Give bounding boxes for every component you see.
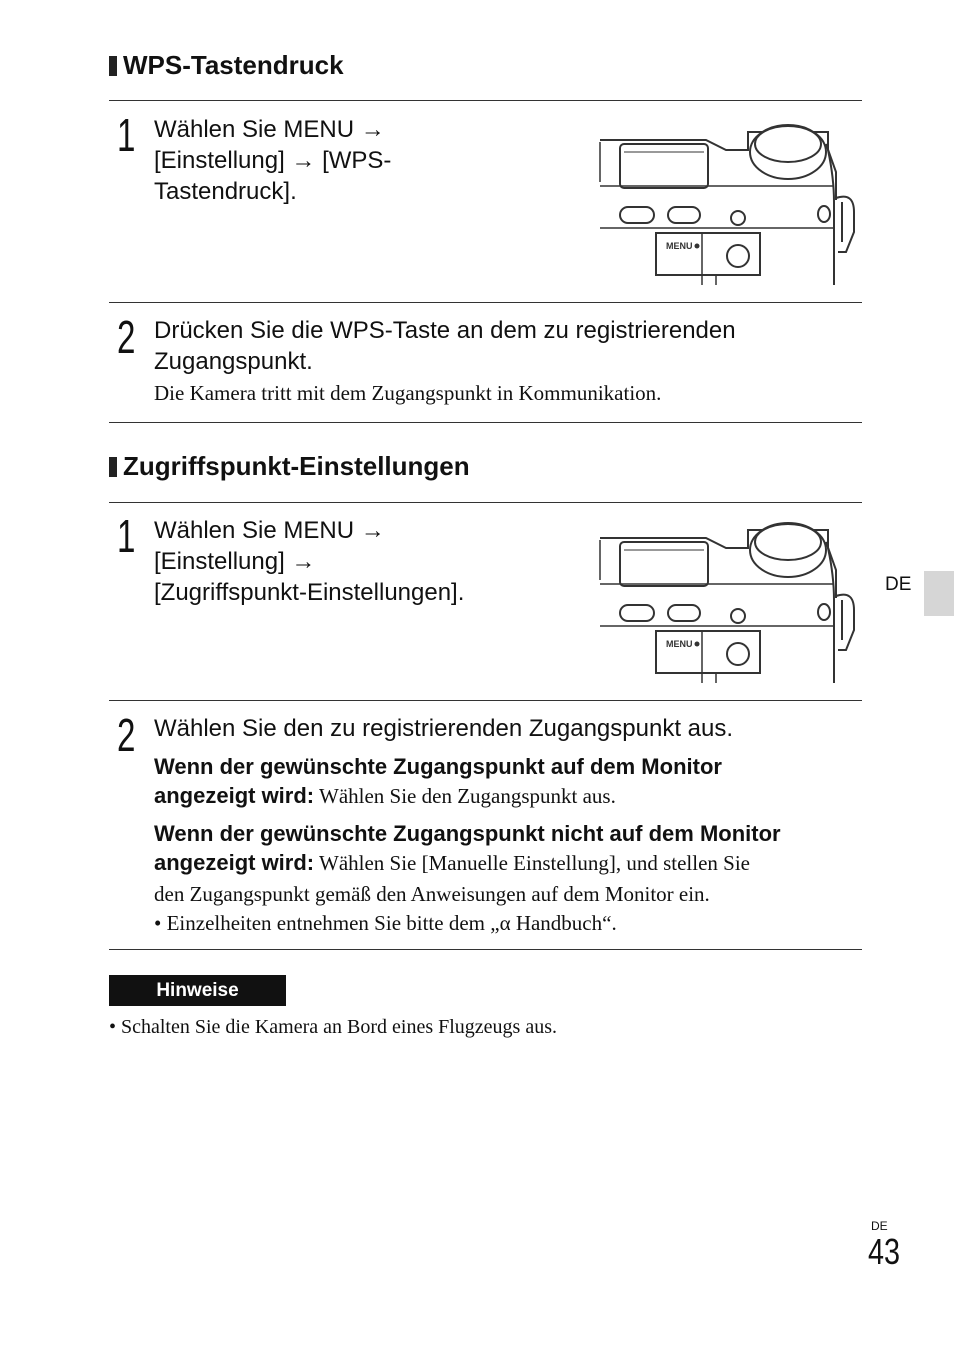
- step-instruction: Drücken Sie die WPS-Taste an dem zu registrierenden Zugangspunkt.: [154, 317, 736, 375]
- step-instruction: Wählen Sie MENU → [Einstellung] → [Zugriffspunkt-Einstellungen].: [154, 517, 465, 606]
- svg-text:MENU: MENU: [666, 639, 693, 649]
- bullet-item: • Einzelheiten entnehmen Sie bitte dem „α Handbuch“.: [154, 911, 617, 935]
- section-heading-access-point: [109, 451, 470, 482]
- divider: [109, 100, 862, 101]
- section-title: WPS-Tastendruck: [123, 50, 344, 80]
- step-note: Die Kamera tritt mit dem Zugangspunkt in Kommunikation.: [154, 381, 662, 405]
- divider: [109, 502, 862, 503]
- divider: [109, 949, 862, 950]
- step-number: 1: [117, 109, 136, 161]
- section-title: Zugriffspunkt-Einstellungen: [123, 451, 470, 481]
- divider: [109, 422, 862, 423]
- divider: [109, 700, 862, 701]
- camera-menu-illustration: [598, 122, 860, 285]
- step-number: 2: [117, 709, 136, 761]
- divider: [109, 302, 862, 303]
- section-marker: [109, 457, 117, 477]
- page-number: 43: [868, 1231, 901, 1272]
- footer-language: DE: [871, 1219, 888, 1233]
- case-monitor-shown: Wenn der gewünschte Zugangspunkt auf dem Monitor angezeigt wird: Wählen Sie den Zugangspunkt aus.: [154, 754, 722, 808]
- step-number: 2: [117, 311, 136, 363]
- step-instruction: Wählen Sie MENU → [Einstellung] → [WPS- Tastendruck].: [154, 116, 392, 205]
- section-heading-wps: [109, 50, 344, 81]
- svg-text:MENU: MENU: [666, 241, 693, 251]
- language-tab-label: DE: [885, 574, 912, 595]
- step-instruction: Wählen Sie den zu registrierenden Zugangspunkt aus.: [154, 715, 734, 742]
- step-number: 1: [117, 510, 136, 562]
- camera-menu-illustration: [598, 520, 860, 683]
- case-monitor-not-shown: Wenn der gewünschte Zugangspunkt nicht auf dem Monitor angezeigt wird: Wählen Sie [Manuelle Einstellung], und stellen Sie den Zugangspunkt gemäß den Anweisungen auf dem Monitor ein. • Einzelheiten entnehmen Sie bitte dem „α Handbuch“.: [154, 819, 854, 938]
- notes-label: Hinweise: [109, 975, 286, 1006]
- language-side-tab: [924, 571, 954, 616]
- notes-item: • Schalten Sie die Kamera an Bord eines Flugzeugs aus.: [109, 1016, 557, 1038]
- section-marker: [109, 56, 117, 76]
